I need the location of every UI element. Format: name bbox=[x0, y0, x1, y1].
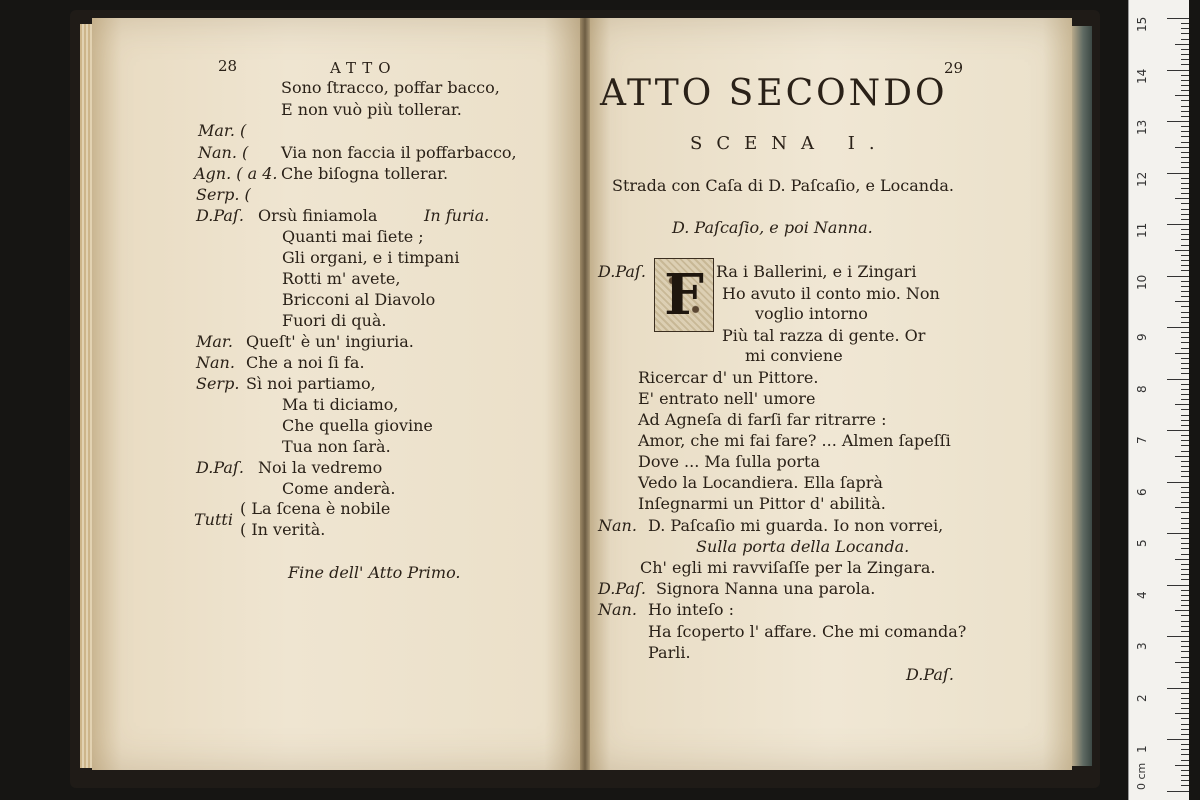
ruler-tick bbox=[1181, 590, 1189, 591]
ruler-tick bbox=[1181, 291, 1189, 292]
ruler-tick bbox=[1181, 152, 1189, 153]
ruler-tick bbox=[1181, 296, 1189, 297]
ruler-tick bbox=[1167, 121, 1189, 122]
verse-line: Come anderà. bbox=[282, 479, 396, 498]
ruler-tick bbox=[1181, 435, 1189, 436]
ruler-tick bbox=[1181, 219, 1189, 220]
verse-line: Più tal razza di gente. Or bbox=[722, 326, 926, 345]
ruler-tick bbox=[1181, 136, 1189, 137]
ruler-tick bbox=[1181, 770, 1189, 771]
ruler-tick bbox=[1181, 28, 1189, 29]
ruler-tick bbox=[1181, 348, 1189, 349]
right-cover-edge bbox=[1070, 26, 1092, 766]
verse-line: Ad Agneſa di farſi far ritrarre : bbox=[638, 410, 887, 429]
speaker-label: D.Paſ. bbox=[196, 206, 244, 225]
verse-line: voglio intorno bbox=[755, 304, 868, 323]
verse-line: Ch' egli mi ravviſaſſe per la Zingara. bbox=[640, 558, 936, 577]
ruler-unit-label: 0 cm bbox=[1135, 762, 1148, 790]
ruler-tick bbox=[1175, 301, 1189, 302]
ruler-tick bbox=[1167, 327, 1189, 328]
ruler-tick bbox=[1181, 399, 1189, 400]
ruler-number: 12 bbox=[1135, 171, 1149, 187]
ruler-tick bbox=[1181, 775, 1189, 776]
ruler-tick bbox=[1181, 80, 1189, 81]
ruler-tick bbox=[1181, 116, 1189, 117]
ruler-tick bbox=[1181, 492, 1189, 493]
ruler-tick bbox=[1181, 476, 1189, 477]
ruler-tick bbox=[1181, 229, 1189, 230]
ruler-tick bbox=[1181, 281, 1189, 282]
ruler-tick bbox=[1175, 610, 1189, 611]
ruler-tick bbox=[1181, 54, 1189, 55]
ruler-tick bbox=[1181, 744, 1189, 745]
ruler-tick bbox=[1175, 353, 1189, 354]
catchword: D.Paſ. bbox=[906, 665, 954, 684]
ruler-tick bbox=[1181, 445, 1189, 446]
verse-line: Che biſogna tollerar. bbox=[281, 164, 449, 183]
ruler-tick bbox=[1181, 368, 1189, 369]
ruler-tick bbox=[1181, 131, 1189, 132]
speaker-label: D.Paſ. bbox=[196, 458, 244, 477]
ruler-tick bbox=[1181, 528, 1189, 529]
ruler-tick bbox=[1175, 404, 1189, 405]
scene-characters: D. Paſcaſio, e poi Nanna. bbox=[672, 218, 873, 237]
ruler-tick bbox=[1181, 373, 1189, 374]
verse-line: Vedo la Locandiera. Ella ſaprà bbox=[638, 473, 883, 492]
ruler-tick bbox=[1181, 729, 1189, 730]
ruler-number: 3 bbox=[1135, 642, 1149, 650]
ruler-tick bbox=[1175, 507, 1189, 508]
ruler-tick bbox=[1181, 188, 1189, 189]
scene-setting: Strada con Caſa di D. Paſcaſio, e Locanda. bbox=[612, 176, 954, 195]
ruler-tick bbox=[1181, 785, 1189, 786]
verse-line: ( La ſcena è nobile bbox=[240, 499, 391, 518]
verse-line: Quanti mai ſiete ; bbox=[282, 227, 424, 246]
ruler-tick bbox=[1181, 59, 1189, 60]
left-page bbox=[92, 18, 584, 770]
ruler-tick bbox=[1181, 512, 1189, 513]
ruler-tick bbox=[1181, 209, 1189, 210]
speaker-label: Serp. ( bbox=[196, 185, 251, 204]
ruler-tick bbox=[1181, 260, 1189, 261]
verse-line: Via non faccia il poffarbacco, bbox=[281, 143, 517, 162]
ruler-number: 15 bbox=[1135, 16, 1149, 32]
ruler-tick bbox=[1181, 466, 1189, 467]
ruler-tick bbox=[1175, 765, 1189, 766]
ruler-number: 1 bbox=[1135, 745, 1149, 753]
verse-line: Ra i Ballerini, e i Zingari bbox=[716, 262, 917, 281]
verse-line: Parli. bbox=[648, 643, 691, 662]
ruler-tick bbox=[1181, 708, 1189, 709]
ruler-tick bbox=[1167, 585, 1189, 586]
book-gutter bbox=[580, 18, 590, 770]
ruler-tick bbox=[1181, 157, 1189, 158]
speaker-label: Mar. bbox=[196, 332, 233, 351]
stage-direction: In furia. bbox=[424, 206, 490, 225]
ruler-tick bbox=[1175, 44, 1189, 45]
verse-line: Amor, che mi fai fare? ... Almen ſapeſſi bbox=[638, 431, 951, 450]
verse-line: Sono ſtracco, poffar bacco, bbox=[281, 78, 500, 97]
verse-line: Gli organi, e i timpani bbox=[282, 248, 460, 267]
verse-line: Ha ſcoperto l' affare. Che mi comanda? bbox=[648, 622, 967, 641]
decorated-initial-letter: F bbox=[664, 262, 704, 328]
ruler-tick bbox=[1181, 440, 1189, 441]
ruler-tick bbox=[1181, 641, 1189, 642]
ruler-number: 2 bbox=[1135, 693, 1149, 702]
verse-line: Queſt' è un' ingiuria. bbox=[246, 332, 414, 351]
ruler-tick bbox=[1175, 713, 1189, 714]
verse-line: Che quella giovine bbox=[282, 416, 433, 435]
ruler-number: 10 bbox=[1135, 274, 1149, 290]
ruler-tick bbox=[1175, 559, 1189, 560]
ruler-tick bbox=[1181, 106, 1189, 107]
speaker-label: Nan. bbox=[598, 516, 637, 535]
ruler-tick bbox=[1167, 533, 1189, 534]
ruler-tick bbox=[1167, 430, 1189, 431]
ruler-tick bbox=[1181, 178, 1189, 179]
ruler-number: 11 bbox=[1135, 222, 1149, 238]
ruler-tick bbox=[1167, 636, 1189, 637]
ruler-tick bbox=[1167, 791, 1189, 792]
speaker-label: Nan. ( bbox=[198, 143, 249, 162]
ruler-tick bbox=[1181, 754, 1189, 755]
verse-line: E' entrato nell' umore bbox=[638, 389, 816, 408]
ruler-number: 6 bbox=[1135, 487, 1149, 496]
ruler-tick bbox=[1181, 332, 1189, 333]
ruler-tick bbox=[1175, 250, 1189, 251]
ruler-tick bbox=[1181, 33, 1189, 34]
ruler-tick bbox=[1181, 538, 1189, 539]
ruler-tick bbox=[1181, 497, 1189, 498]
speaker-label: Serp. bbox=[196, 374, 240, 393]
stage-direction: Sulla porta della Locanda. bbox=[696, 537, 910, 556]
ruler-tick bbox=[1167, 688, 1189, 689]
ruler-tick bbox=[1181, 600, 1189, 601]
speaker-label: D.Paſ. bbox=[598, 262, 646, 281]
ruler-tick bbox=[1181, 780, 1189, 781]
ruler-tick bbox=[1181, 487, 1189, 488]
ruler-tick bbox=[1181, 39, 1189, 40]
speaker-label: Nan. bbox=[196, 353, 235, 372]
ruler-tick bbox=[1181, 672, 1189, 673]
verse-line: ( In verità. bbox=[240, 520, 326, 539]
scene-title: SCENA I. bbox=[690, 133, 889, 154]
ruler-tick bbox=[1181, 471, 1189, 472]
ruler-tick bbox=[1181, 420, 1189, 421]
verse-line: Signora Nanna una parola. bbox=[656, 579, 876, 598]
ruler-tick bbox=[1181, 126, 1189, 127]
ruler-tick bbox=[1181, 677, 1189, 678]
ruler-tick bbox=[1181, 548, 1189, 549]
verse-line: Ma ti diciamo, bbox=[282, 395, 399, 414]
ruler-tick bbox=[1181, 543, 1189, 544]
ruler-tick bbox=[1167, 739, 1189, 740]
ruler-tick bbox=[1181, 162, 1189, 163]
ruler-tick bbox=[1181, 523, 1189, 524]
ruler-tick bbox=[1181, 724, 1189, 725]
verse-line: D. Paſcaſio mi guarda. Io non vorrei, bbox=[648, 516, 944, 535]
ruler-tick bbox=[1181, 23, 1189, 24]
measurement-ruler bbox=[1128, 0, 1189, 800]
ruler-tick bbox=[1181, 183, 1189, 184]
ruler-tick bbox=[1181, 255, 1189, 256]
ruler-tick bbox=[1167, 18, 1189, 19]
ruler-tick bbox=[1181, 574, 1189, 575]
ruler-tick bbox=[1181, 64, 1189, 65]
ruler-tick bbox=[1181, 631, 1189, 632]
ruler-tick bbox=[1175, 95, 1189, 96]
ruler-tick bbox=[1167, 379, 1189, 380]
ruler-tick bbox=[1181, 749, 1189, 750]
ruler-tick bbox=[1181, 518, 1189, 519]
decorated-initial bbox=[654, 258, 714, 332]
ruler-tick bbox=[1167, 173, 1189, 174]
verse-line: mi conviene bbox=[745, 346, 843, 365]
ruler-tick bbox=[1181, 306, 1189, 307]
right-page-number: 29 bbox=[944, 59, 964, 77]
ruler-tick bbox=[1181, 621, 1189, 622]
ruler-tick bbox=[1181, 322, 1189, 323]
ruler-tick bbox=[1181, 425, 1189, 426]
act-closing: Fine dell' Atto Primo. bbox=[288, 563, 461, 582]
act-title: ATTO SECONDO bbox=[600, 73, 948, 114]
ruler-number: 14 bbox=[1135, 68, 1149, 84]
verse-line: Orsù finiamola bbox=[258, 206, 378, 225]
verse-line: Ho avuto il conto mio. Non bbox=[722, 284, 940, 303]
ruler-tick bbox=[1175, 198, 1189, 199]
ruler-tick bbox=[1181, 337, 1189, 338]
ruler-tick bbox=[1181, 595, 1189, 596]
verse-line: Inſegnarmi un Pittor d' abilità. bbox=[638, 494, 886, 513]
ruler-tick bbox=[1167, 276, 1189, 277]
ruler-tick bbox=[1181, 286, 1189, 287]
ruler-tick bbox=[1181, 564, 1189, 565]
ruler-tick bbox=[1181, 718, 1189, 719]
ruler-tick bbox=[1167, 224, 1189, 225]
ruler-tick bbox=[1181, 270, 1189, 271]
ruler-tick bbox=[1181, 245, 1189, 246]
ruler-tick bbox=[1181, 265, 1189, 266]
ruler-tick bbox=[1181, 358, 1189, 359]
left-running-head: ATTO bbox=[330, 59, 397, 77]
ruler-number: 13 bbox=[1135, 119, 1149, 135]
ruler-tick bbox=[1181, 193, 1189, 194]
ruler-tick bbox=[1181, 342, 1189, 343]
ruler-tick bbox=[1181, 409, 1189, 410]
ruler-tick bbox=[1181, 734, 1189, 735]
speaker-label: Agn. ( a 4. bbox=[194, 164, 278, 183]
verse-line: Dove ... Ma ſulla porta bbox=[638, 452, 820, 471]
verse-line: Rotti m' avete, bbox=[282, 269, 401, 288]
ruler-tick bbox=[1181, 111, 1189, 112]
ruler-tick bbox=[1181, 90, 1189, 91]
ruler-tick bbox=[1181, 760, 1189, 761]
ruler-tick bbox=[1175, 147, 1189, 148]
ruler-tick bbox=[1181, 451, 1189, 452]
ruler-tick bbox=[1175, 456, 1189, 457]
ruler-tick bbox=[1181, 667, 1189, 668]
ruler-tick bbox=[1181, 234, 1189, 235]
verse-line: Che a noi ſi fa. bbox=[246, 353, 365, 372]
ruler-tick bbox=[1181, 312, 1189, 313]
ruler-number: 4 bbox=[1135, 590, 1149, 599]
ruler-tick bbox=[1181, 214, 1189, 215]
verse-line: Bricconi al Diavolo bbox=[282, 290, 436, 309]
ruler-number: 9 bbox=[1135, 333, 1149, 341]
verse-line: Fuori di quà. bbox=[282, 311, 387, 330]
ruler-tick bbox=[1181, 703, 1189, 704]
ruler-tick bbox=[1181, 317, 1189, 318]
ruler-tick bbox=[1181, 75, 1189, 76]
speaker-label: D.Paſ. bbox=[598, 579, 646, 598]
ruler-tick bbox=[1181, 239, 1189, 240]
ruler-tick bbox=[1181, 100, 1189, 101]
verse-line: Tua non ſarà. bbox=[282, 437, 391, 456]
ruler-tick bbox=[1181, 203, 1189, 204]
ruler-number: 7 bbox=[1135, 436, 1149, 444]
speaker-label: Tutti bbox=[194, 510, 233, 529]
ruler-tick bbox=[1181, 569, 1189, 570]
speaker-label: Mar. ( bbox=[198, 121, 247, 140]
ruler-tick bbox=[1181, 579, 1189, 580]
ruler-tick bbox=[1181, 167, 1189, 168]
ruler-tick bbox=[1181, 502, 1189, 503]
ruler-tick bbox=[1181, 363, 1189, 364]
ruler-number: 8 bbox=[1135, 384, 1149, 393]
ruler-tick bbox=[1181, 651, 1189, 652]
ruler-tick bbox=[1181, 693, 1189, 694]
ruler-tick bbox=[1181, 384, 1189, 385]
ruler-tick bbox=[1181, 85, 1189, 86]
ruler-tick bbox=[1181, 49, 1189, 50]
ruler-tick bbox=[1181, 394, 1189, 395]
verse-line: Ho inteſo : bbox=[648, 600, 735, 619]
ruler-tick bbox=[1181, 657, 1189, 658]
ruler-tick bbox=[1181, 615, 1189, 616]
ruler-tick bbox=[1181, 389, 1189, 390]
ruler-tick bbox=[1175, 662, 1189, 663]
ruler-tick bbox=[1181, 142, 1189, 143]
ruler-tick bbox=[1181, 698, 1189, 699]
left-page-number: 28 bbox=[218, 57, 238, 75]
verse-line: Noi la vedremo bbox=[258, 458, 383, 477]
ruler-tick bbox=[1181, 646, 1189, 647]
ruler-tick bbox=[1167, 70, 1189, 71]
ruler-tick bbox=[1181, 605, 1189, 606]
ruler-tick bbox=[1167, 482, 1189, 483]
ruler-tick bbox=[1181, 626, 1189, 627]
verse-line: Ricercar d' un Pittore. bbox=[638, 368, 819, 387]
verse-line: Sì noi partiamo, bbox=[246, 374, 376, 393]
ruler-number: 5 bbox=[1135, 539, 1149, 547]
ruler-tick bbox=[1181, 415, 1189, 416]
ruler-tick bbox=[1181, 461, 1189, 462]
speaker-label: Nan. bbox=[598, 600, 637, 619]
ruler-tick bbox=[1181, 682, 1189, 683]
ruler-tick bbox=[1181, 554, 1189, 555]
verse-line: E non vuò più tollerar. bbox=[281, 100, 462, 119]
